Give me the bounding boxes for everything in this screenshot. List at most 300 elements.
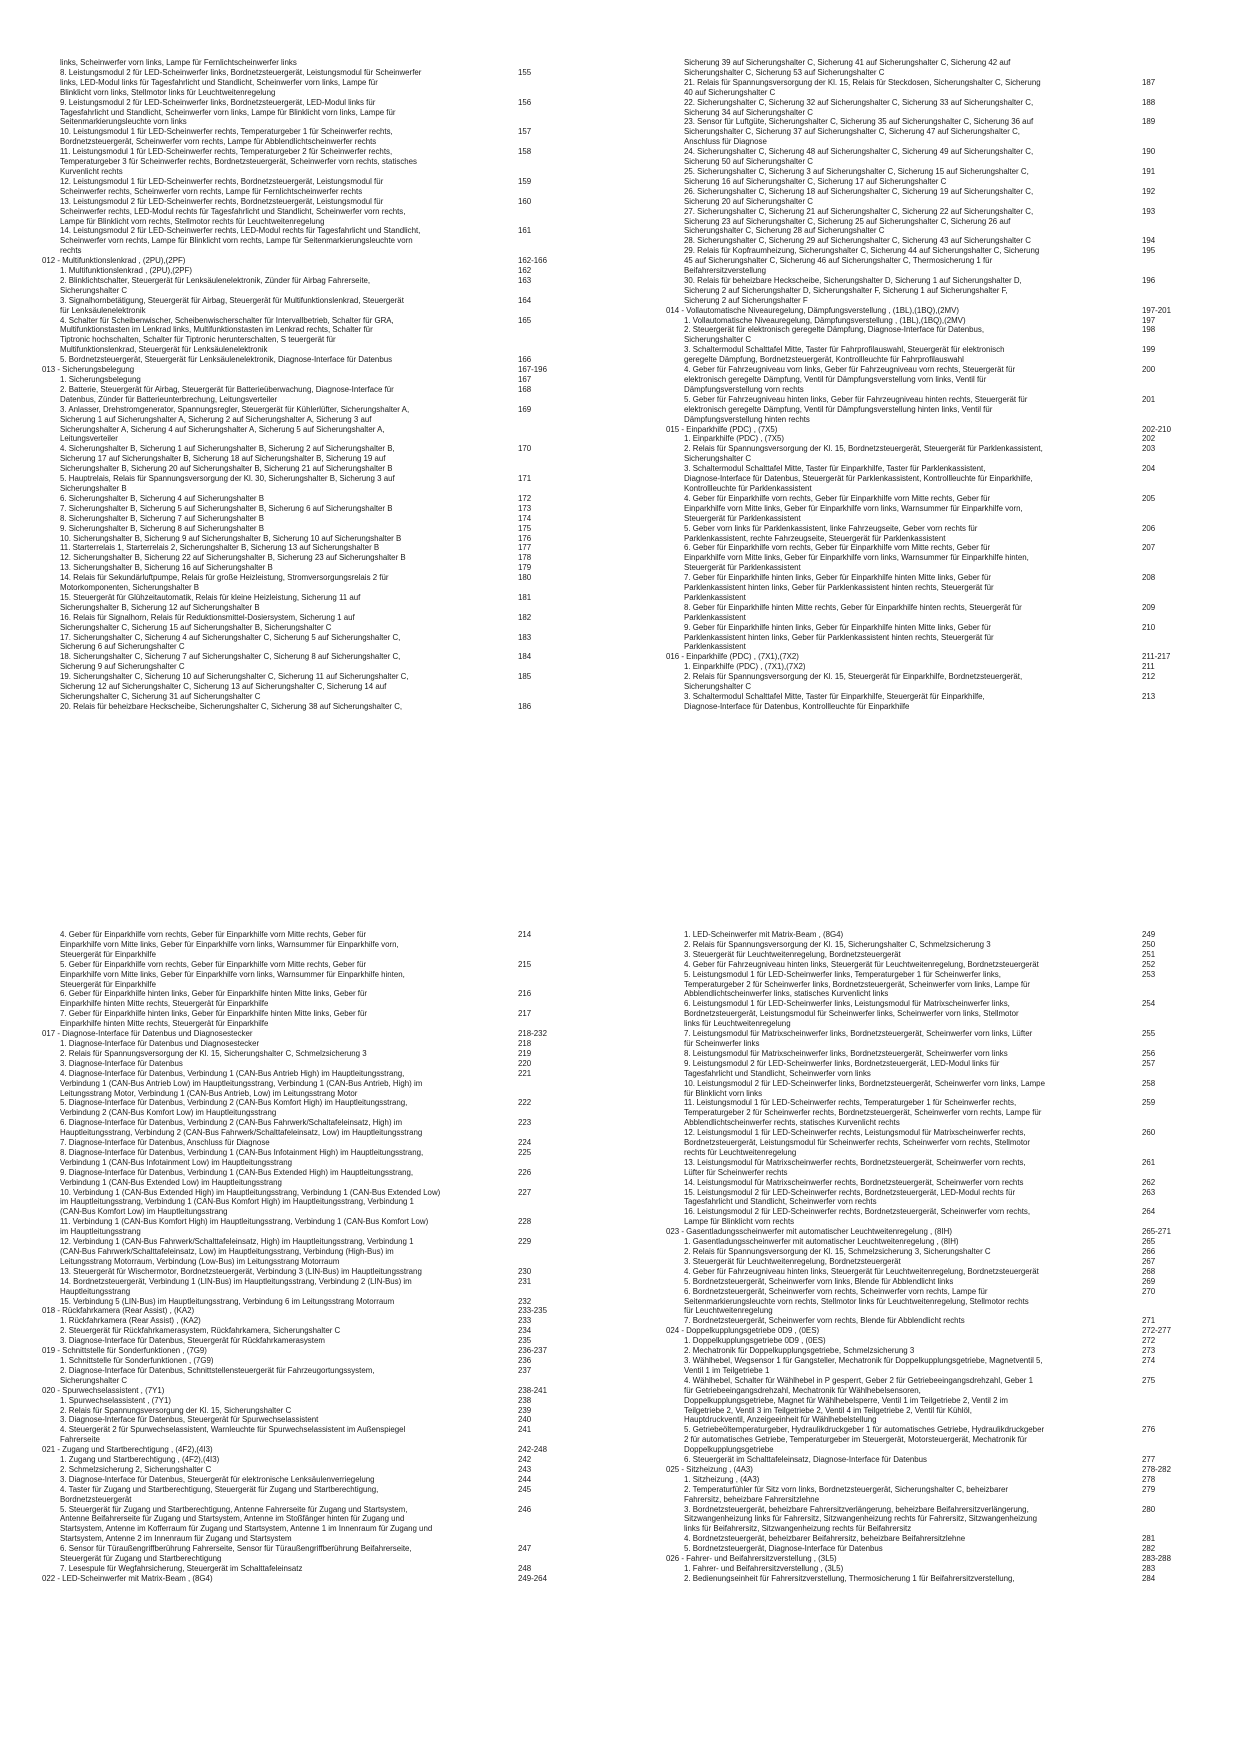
page-reference: 162-166	[518, 256, 547, 266]
page-reference: 233-235	[518, 1306, 547, 1316]
entry-text: 12. Verbindung 1 (CAN-Bus Fahrwerk/Schalttafeleinsatz, High) im Hauptleitungsstrang, Verbindung 1 (CAN-Bus Fahrwerk/Schalttafeleinsatz, Low) im Hauptleitungsstrang, Verbindung (High-Bus) im Leitungsstrang Motorraum, Verbindung (Low-Bus) im Leitungsstrang Motorraum	[60, 1237, 414, 1266]
page-reference: 209	[1142, 602, 1156, 612]
entry-text: 19. Sicherungshalter C, Sicherung 10 auf Sicherungshalter C, Sicherung 11 auf Sicherungshalter C, Sicherung 12 auf Sicherungshalter C, Sicherung 13 auf Sicherungshalter C, Sicherung 14 auf Sicherungshalter C, Sicherung 31 auf Sicherungshalter C	[60, 672, 409, 701]
entry-text: 3. Signalhornbetätigung, Steuergerät für Airbag, Steuergerät für Multifunktionslenkrad, Steuergerät für Lenksäulenelektronik	[60, 295, 404, 315]
section-heading	[42, 1385, 570, 1396]
section-heading	[42, 1573, 570, 1584]
entry-text: 3. Schaltermodul Schalttafel Mitte, Taster für Einparkhilfe, Taster für Parklenkassistent, Diagnose-Interface für Datenbus, Steuergerät für Parklenkassistent, Kontrollleuchte für Einparkhilfe, Kontrollleuchte für Parklenkassistent	[684, 464, 1033, 493]
page-reference: 221	[518, 1068, 532, 1078]
entry-text: 8. Leistungsmodul 2 für LED-Scheinwerfer links, Bordnetzsteuergerät, Leistungsmodul für Scheinwerfer links, LED-Modul links für Tagesfahrlicht und Standlicht, Scheinwerfer vorn links, Lampe für Blinklicht vorn links, Stellmotor links für Leuchtweitenregelung	[60, 67, 422, 97]
section-title: 022 - LED-Scheinwerfer mit Matrix-Beam , (8G4)	[42, 1573, 213, 1583]
entry-text: 13. Leistungsmodul 2 für LED-Scheinwerfer rechts, Bordnetzsteuergerät, Leistungsmodul für Scheinwerfer rechts, LED-Modul rechts für Tagesfahrlicht und Standlicht, Scheinwerfer vorn rechts, Lampe für Blinklicht vorn rechts, Stellmotor rechts für Leuchtweitenregelung	[60, 196, 406, 226]
page-reference: 262	[1142, 1177, 1156, 1187]
index-entry	[684, 1425, 1194, 1455]
page-reference: 189	[1142, 117, 1156, 127]
index-entry	[60, 534, 570, 544]
page-reference: 176	[518, 533, 532, 543]
entry-text: 22. Sicherungshalter C, Sicherung 32 auf Sicherungshalter C, Sicherung 33 auf Sicherungshalter C, Sicherung 34 auf Sicherungshalter C	[684, 97, 1034, 117]
entry-text: 6. Leistungsmodul 1 für LED-Scheinwerfer links, Leistungsmodul für Matrixscheinwerfer links, Bordnetzsteuergerät, Leistungsmodul für Scheinwerfer links, Scheinwerfer vorn links, Stellmotor links für Leuchtweitenregelung	[684, 999, 1019, 1029]
page-reference: 283-288	[1142, 1554, 1171, 1564]
index-entry	[60, 960, 570, 990]
page-reference: 162	[518, 266, 532, 276]
entry-text: 8. Sicherungshalter B, Sicherung 7 auf Sicherungshalter B	[60, 513, 264, 523]
entry-text: 1. Sicherungsbelegung	[60, 375, 141, 384]
page-reference: 167	[518, 375, 532, 384]
entry-text: 2. Bedienungseinheit für Fahrersitzverstellung, Thermosicherung 1 für Beifahrersitzverstellung,	[684, 1573, 1015, 1583]
page-reference: 218-232	[518, 1029, 547, 1039]
page-reference: 174	[518, 513, 532, 523]
entry-text: 8. Geber für Einparkhilfe hinten Mitte rechts, Geber für Einparkhilfe hinten rechts, Steuergerät für Parklenkassistent	[684, 602, 1022, 622]
index-entry	[684, 1098, 1194, 1128]
entry-text: 3. Diagnose-Interface für Datenbus, Steuergerät für Rückfahrkamerasystem	[60, 1336, 325, 1346]
entry-text: 6. Geber für Einparkhilfe hinten links, Geber für Einparkhilfe hinten Mitte links, Geber für Einparkhilfe hinten Mitte rechts, Steuergerät für Einparkhilfe	[60, 989, 368, 1009]
section-title: 024 - Doppelkupplungsgetriebe 0D9 , (0ES)	[666, 1326, 820, 1336]
index-entry	[60, 1475, 570, 1485]
entry-text: 7. Bordnetzsteuergerät, Scheinwerfer vorn rechts, Blende für Abblendlicht rechts	[684, 1316, 965, 1326]
page-reference: 200	[1142, 365, 1156, 375]
entry-text: 14. Leistungsmodul 2 für LED-Scheinwerfer rechts, LED-Modul rechts für Tagesfahrlicht und Standlicht, Scheinwerfer vorn rechts, Lampe für Blinklicht vorn rechts, Lampe für Seitenmarkierungsleuchte vorn rechts	[60, 226, 421, 256]
index-entry	[684, 316, 1194, 326]
entry-text: 5. Getriebeöltemperaturgeber, Hydraulikdruckgeber 1 für automatisches Getriebe, Hydraulikdruckgeber 2 für automatisches Getriebe, Temperaturgeber im Steuergerät, Motorsteuergerät, Mechatronik für Doppelkupplungsgetriebe	[684, 1425, 1045, 1455]
entry-text: 4. Bordnetzsteuergerät, beheizbarer Beifahrersitz, beheizbare Beifahrersitzlehne	[684, 1534, 966, 1544]
index-entry	[60, 593, 570, 613]
index-entry	[684, 1505, 1194, 1535]
index-entry	[60, 375, 570, 385]
page-reference: 280	[1142, 1504, 1156, 1514]
index-entry	[684, 960, 1194, 970]
index-entry	[60, 1465, 570, 1475]
page-reference: 164	[518, 295, 532, 305]
entry-text: 1. Einparkhilfe (PDC) , (7X1),(7X2)	[684, 662, 806, 672]
index-entry	[60, 1316, 570, 1326]
page-reference: 258	[1142, 1078, 1156, 1088]
index-entry	[60, 1505, 570, 1545]
index-entry	[60, 266, 570, 276]
page-reference: 185	[518, 672, 532, 682]
page-reference: 276	[1142, 1425, 1156, 1435]
page-reference: 260	[1142, 1128, 1156, 1138]
index-entry	[60, 1039, 570, 1049]
page-reference: 177	[518, 543, 532, 553]
section-title: 020 - Spurwechselassistent , (7Y1)	[42, 1385, 165, 1395]
index-entry	[60, 296, 570, 316]
page-reference: 186	[518, 701, 532, 711]
index-entry	[60, 316, 570, 356]
page-reference: 236	[518, 1355, 532, 1365]
section-title: 016 - Einparkhilfe (PDC) , (7X1),(7X2)	[666, 652, 799, 662]
entry-text: 6. Diagnose-Interface für Datenbus, Verbindung 2 (CAN-Bus Fahrwerk/Schaltafeleinsatz, High) im Hauptleitungsstrang, Verbindung 2 (CAN-Bus Fahrwerk/Schalttafeleinsatz, Low) im Hauptleitungsstrang	[60, 1118, 423, 1138]
index-entry	[60, 1098, 570, 1118]
entry-text: 8. Diagnose-Interface für Datenbus, Verbindung 1 (CAN-Bus Infotainment High) im Hauptleitungsstrang, Verbindung 1 (CAN-Bus Infotainment Low) im Hauptleitungsstrang	[60, 1147, 424, 1167]
index-entry	[684, 1544, 1194, 1554]
entry-text: 1. Sitzheizung , (4A3)	[684, 1474, 760, 1484]
page-reference: 229	[518, 1237, 532, 1247]
index-entry	[60, 1267, 570, 1277]
page-reference: 245	[518, 1484, 532, 1494]
entry-text: 3. Diagnose-Interface für Datenbus, Steuergerät für elektronische Lenksäulenverriegelung	[60, 1474, 375, 1484]
index-entry	[60, 1217, 570, 1237]
page-reference: 243	[518, 1464, 532, 1474]
section-heading	[666, 1554, 1194, 1564]
page-reference: 191	[1142, 166, 1156, 176]
section-heading	[666, 652, 1194, 662]
page-reference: 237	[518, 1365, 532, 1375]
entry-text: 4. Diagnose-Interface für Datenbus, Verbindung 1 (CAN-Bus Antrieb High) im Hauptleitungsstrang, Verbindung 1 (CAN-Bus Antrieb Low) im Hauptleitungsstrang, Verbindung 1 (CAN-Bus Antrieb, High) im Leitungsstrang Motor, Verbindung 1 (CAN-Bus Antrieb, Low) im Leitungsstrang Motor	[60, 1068, 423, 1098]
index-entry	[60, 1396, 570, 1406]
index-entry	[60, 1277, 570, 1297]
entry-text: 1. Spurwechselassistent , (7Y1)	[60, 1395, 171, 1405]
page-reference: 250	[1142, 939, 1156, 949]
entry-text: 9. Diagnose-Interface für Datenbus, Verbindung 1 (CAN-Bus Extended High) im Hauptleitungsstrang, Verbindung 1 (CAN-Bus Extended Low) im Hauptleitungsstrang	[60, 1167, 414, 1187]
index-entry	[60, 1009, 570, 1029]
entry-text: 5. Leistungsmodul 1 für LED-Scheinwerfer links, Temperaturgeber 1 für Scheinwerfer links, Temperaturgeber 2 für Scheinwerfer links, Bordnetzsteuergerät, Scheinwerfer vorn links, Lampe für Abblendlichtscheinwerfer links, statisches Kurvenlicht links	[684, 969, 1031, 999]
entry-text: 8. Leistungsmodul für Matrixscheinwerfer links, Bordnetzsteuergerät, Scheinwerfer vorn links	[684, 1048, 1008, 1058]
page-reference: 168	[518, 384, 532, 394]
page-reference: 165	[518, 315, 532, 325]
entry-text: 15. Verbindung 5 (LIN-Bus) im Hauptleitungsstrang, Verbindung 6 im Leitungsstrang Motorraum	[60, 1296, 395, 1306]
entry-text: 20. Relais für beheizbare Heckscheibe, Sicherungshalter C, Sicherung 38 auf Sicherungshalter C,	[60, 701, 403, 711]
index-entry	[60, 355, 570, 365]
page-reference: 249	[1142, 930, 1156, 939]
entry-text: 7. Geber für Einparkhilfe hinten links, Geber für Einparkhilfe hinten Mitte links, Geber für Einparkhilfe hinten Mitte rechts, Steuergerät für Einparkhilfe	[60, 1009, 368, 1029]
page-reference: 211	[1142, 662, 1155, 672]
section-title: 021 - Zugang und Startberechtigung , (4F2),(4I3)	[42, 1445, 213, 1455]
page-reference: 193	[1142, 206, 1156, 216]
entry-text: 28. Sicherungshalter C, Sicherung 29 auf Sicherungshalter C, Sicherung 43 auf Sicherungshalter C	[684, 236, 1031, 246]
page-reference: 242-248	[518, 1445, 547, 1455]
page-reference: 279	[1142, 1484, 1156, 1494]
index-entry	[60, 1564, 570, 1574]
entry-text: 12. Leistungsmodul 1 für LED-Scheinwerfer rechts, Bordnetzsteuergerät, Leistungsmodul für Scheinwerfer rechts, Scheinwerfer vorn rechts, Lampe für Fernlichtscheinwerfer rechts	[60, 176, 384, 196]
index-entry	[60, 930, 570, 960]
index-entry	[60, 613, 570, 633]
index-entry	[60, 1544, 570, 1564]
index-entry	[684, 207, 1194, 237]
page-reference: 202	[1142, 434, 1156, 444]
entry-text: 1. Schnittstelle für Sonderfunktionen , (7G9)	[60, 1355, 214, 1365]
index-entry	[684, 573, 1194, 603]
page-reference: 183	[518, 632, 532, 642]
entry-text: 3. Wählhebel, Wegsensor 1 für Gangsteller, Mechatronik für Doppelkupplungsgetriebe, Magnetventil 5, Ventil 1 im Teilgetriebe 1	[684, 1355, 1043, 1375]
section-heading	[666, 305, 1194, 316]
page-reference: 219	[518, 1048, 532, 1058]
page-reference: 263	[1142, 1187, 1156, 1197]
entry-text: 2. Relais für Spannungsversorgung der Kl. 15, Bordnetzsteuergerät, Steuergerät für Parklenkassistent, Sicherungshalter C	[684, 444, 1043, 464]
index-entry	[684, 1059, 1194, 1079]
index-entry	[60, 702, 570, 712]
index-entry	[60, 524, 570, 534]
entry-text: 5. Bordnetzsteuergerät, Diagnose-Interface für Datenbus	[684, 1544, 883, 1554]
page-reference: 171	[518, 474, 532, 484]
section-heading	[666, 424, 1194, 435]
entry-text: 15. Leistungsmodul 2 für LED-Scheinwerfer rechts, Bordnetzsteuergerät, LED-Modul rechts für Tagesfahrlicht und Standlicht, Scheinwerfer vorn rechts	[684, 1187, 1016, 1207]
index-entry	[684, 1128, 1194, 1158]
page-reference: 283	[1142, 1564, 1156, 1573]
entry-text: 25. Sicherungshalter C, Sicherung 3 auf Sicherungshalter C, Sicherung 15 auf Sicherungshalter C, Sicherung 16 auf Sicherungshalter C, Sicherung 17 auf Sicherungshalter C	[684, 166, 1029, 186]
entry-text: 5. Bordnetzsteuergerät, Scheinwerfer vorn links, Blende für Abblendlicht links	[684, 1276, 954, 1286]
entry-text: 29. Relais für Kopfraumheizung, Sicherungshalter C, Sicherung 44 auf Sicherungshalter C, Sicherung 45 auf Sicherungshalter C, Sicherung 46 auf Sicherungshalter C, Thermosicherung 1 für Beifahrersitzverstellung	[684, 246, 1040, 276]
index-entry	[684, 494, 1194, 524]
index-entry	[60, 405, 570, 445]
page-reference: 166	[518, 355, 532, 365]
entry-text: 21. Relais für Spannungsversorgung der Kl. 15, Relais für Steckdosen, Sicherungshalter C, Sicherung 40 auf Sicherungshalter C	[684, 77, 1041, 97]
entry-text: 5. Geber für Einparkhilfe vorn rechts, Geber für Einparkhilfe vorn Mitte rechts, Geber für Einparkhilfe vorn Mitte links, Geber für Einparkhilfe vorn links, Warnsummer für Einparkhilfe hinten, Steuergerät für Einparkhilfe	[60, 959, 405, 989]
index-entry	[684, 246, 1194, 276]
entry-text: 5. Geber für Fahrzeugniveau hinten links, Geber für Fahrzeugniveau hinten rechts, Steuergerät für elektronisch geregelte Dämpfung, Ventil für Dämpfungsverstellung hinten links, Ventil für Dämpfungsverstellung hinten rechts	[684, 394, 1028, 424]
page-reference: 201	[1142, 394, 1156, 404]
index-entry	[684, 1049, 1194, 1059]
entry-text: 2. Mechatronik für Doppelkupplungsgetriebe, Schmelzsicherung 3	[684, 1346, 915, 1356]
entry-text: 2. Steuergerät für Rückfahrkamerasystem, Rückfahrkamera, Sicherungshalter C	[60, 1326, 341, 1336]
index-column-bottom-left	[42, 930, 570, 1584]
index-entry	[60, 1148, 570, 1168]
page-reference: 231	[518, 1276, 532, 1286]
page-reference: 181	[518, 592, 532, 602]
entry-text: 6. Steuergerät im Schalttafeleinsatz, Diagnose-Interface für Datenbus	[684, 1455, 927, 1465]
index-entry	[60, 504, 570, 514]
index-entry	[684, 187, 1194, 207]
index-entry	[684, 1237, 1194, 1247]
page-reference: 278	[1142, 1474, 1156, 1484]
entry-text: 10. Leistungsmodul 2 für LED-Scheinwerfer links, Bordnetzsteuergerät, Scheinwerfer vorn links, Lampe für Blinklicht vorn links	[684, 1078, 1045, 1098]
index-entry	[60, 1069, 570, 1099]
page-reference: 159	[518, 176, 532, 186]
entry-text: 4. Geber für Einparkhilfe vorn rechts, Geber für Einparkhilfe vorn Mitte rechts, Geber für Einparkhilfe vorn Mitte links, Geber für Einparkhilfe vorn links, Warnsummer für Einparkhilfe vorn, Steuergerät für Einparkhilfe	[60, 930, 399, 959]
index-entry	[60, 1188, 570, 1218]
index-entry	[684, 365, 1194, 395]
entry-text: 11. Leistungsmodul 1 für LED-Scheinwerfer rechts, Temperaturgeber 1 für Scheinwerfer rechts, Temperaturgeber 2 für Scheinwerfer rechts, Bordnetzsteuergerät, Scheinwerfer vorn rechts, Lampe für Abblendlichtscheinwerfer rechts, statisches Kurvenlicht rechts	[684, 1098, 1042, 1128]
index-entry	[60, 633, 570, 653]
page-reference: 207	[1142, 543, 1156, 553]
page-reference: 225	[518, 1147, 532, 1157]
entry-text: 5. Steuergerät für Zugang und Startberechtigung, Antenne Fahrerseite für Zugang und Startsystem, Antenne Beifahrerseite für Zugang und Startsystem, Antenne im Stoßfänger hinten für Zugang und Startsystem, Antenne im Kofferraum für Zugang und Startsystem, Antenne 1 im Innenraum für Zugang und Startsystem, Antenne 2 im Innenraum für Zugang und Startsystem	[60, 1504, 433, 1544]
entry-text: 24. Sicherungshalter C, Sicherung 48 auf Sicherungshalter C, Sicherung 49 auf Sicherungshalter C, Sicherung 50 auf Sicherungshalter C	[684, 147, 1034, 167]
entry-text: 26. Sicherungshalter C, Sicherung 18 auf Sicherungshalter C, Sicherung 19 auf Sicherungshalter C, Sicherung 20 auf Sicherungshalter C	[684, 186, 1034, 206]
index-entry	[60, 1049, 570, 1059]
entry-text: 12. Sicherungshalter B, Sicherung 22 auf Sicherungshalter B, Sicherung 23 auf Sicherungshalter B	[60, 553, 406, 563]
index-entry	[684, 276, 1194, 306]
entry-text: 4. Steuergerät 2 für Spurwechselassistent, Warnleuchte für Spurwechselassistent im Außenspiegel Fahrerseite	[60, 1425, 406, 1445]
page-reference: 230	[518, 1266, 532, 1276]
section-title: 017 - Diagnose-Interface für Datenbus und Diagnosestecker	[42, 1029, 253, 1039]
index-entry	[684, 543, 1194, 573]
page-reference: 160	[518, 196, 532, 206]
page-reference: 187	[1142, 77, 1156, 87]
entry-text: 10. Sicherungshalter B, Sicherung 9 auf Sicherungshalter B, Sicherung 10 auf Sicherungshalter B	[60, 533, 402, 543]
page-reference: 167-196	[518, 365, 547, 375]
page-reference: 242	[518, 1455, 532, 1465]
index-entry	[684, 167, 1194, 187]
entry-text: 4. Geber für Fahrzeugniveau hinten links, Steuergerät für Leuchtweitenregelung, Bordnetzsteuergerät	[684, 1266, 1039, 1276]
index-entry	[60, 147, 570, 177]
index-entry	[684, 1247, 1194, 1257]
entry-text: 6. Sensor für Türaußengriffberührung Fahrerseite, Sensor für Türaußengriffberührung Beifahrerseite, Steuergerät für Zugang und Startberechtigung	[60, 1544, 412, 1564]
page-reference: 244	[518, 1474, 532, 1484]
entry-text: 5. Hauptrelais, Relais für Spannungsversorgung der Kl. 30, Sicherungshalter B, Sicherung 3 auf Sicherungshalter B	[60, 474, 395, 493]
entry-text: 16. Relais für Signalhorn, Relais für Reduktionsmittel-Dosiersystem, Sicherung 1 auf Sicherungshalter C, Sicherung 15 auf Sicherungshalter B, Sicherungshalter C	[60, 612, 355, 632]
section-title: 013 - Sicherungsbelegung	[42, 365, 135, 375]
index-entry	[60, 127, 570, 147]
index-column-bottom-right	[666, 930, 1194, 1584]
entry-text: 2. Relais für Spannungsversorgung der Kl. 15, Steuergerät für Einparkhilfe, Bordnetzsteuergerät, Sicherungshalter C	[684, 672, 1023, 692]
page-reference: 211-217	[1142, 652, 1171, 662]
index-entry	[684, 345, 1194, 365]
index-entry	[684, 940, 1194, 950]
index-entry	[684, 464, 1194, 494]
entry-text: 1. Vollautomatische Niveauregelung, Dämpfungsverstellung , (1BL),(1BQ),(2MV)	[684, 315, 966, 325]
page-reference: 264	[1142, 1207, 1156, 1217]
index-entry	[684, 58, 1194, 78]
entry-text: 14. Relais für Sekundärluftpumpe, Relais für große Heizleistung, Stromversorgungsrelais 2 für Motorkomponenten, Sicherungshalter B	[60, 573, 389, 593]
index-entry	[684, 672, 1194, 692]
index-entry	[60, 573, 570, 593]
entry-text: 1. Einparkhilfe (PDC) , (7X5)	[684, 434, 784, 444]
index-entry	[684, 444, 1194, 464]
index-entry	[684, 999, 1194, 1029]
index-entry	[684, 1356, 1194, 1376]
index-entry	[60, 1415, 570, 1425]
page-reference: 272-277	[1142, 1326, 1171, 1336]
page-reference: 227	[518, 1187, 532, 1197]
entry-text: 2. Steuergerät für elektronisch geregelte Dämpfung, Diagnose-Interface für Datenbus, Sicherungshalter C	[684, 325, 985, 345]
page-reference: 194	[1142, 236, 1156, 246]
entry-text: 1. Fahrer- und Beifahrersitzverstellung , (3L5)	[684, 1564, 844, 1573]
page-reference: 198	[1142, 325, 1156, 335]
entry-text: 11. Verbindung 1 (CAN-Bus Komfort High) im Hauptleitungsstrang, Verbindung 1 (CAN-Bus Komfort Low) im Hauptleitungsstrang	[60, 1217, 429, 1237]
page-reference: 274	[1142, 1355, 1156, 1365]
page-reference: 178	[518, 553, 532, 563]
index-entry	[684, 395, 1194, 425]
page-reference: 179	[518, 563, 532, 573]
index-entry	[684, 1257, 1194, 1267]
index-entry	[684, 1336, 1194, 1346]
index-entry	[684, 78, 1194, 98]
entry-text: 2. Relais für Spannungsversorgung der Kl. 15, Sicherungshalter C, Schmelzsicherung 3	[60, 1048, 367, 1058]
index-entry	[684, 1178, 1194, 1188]
page-reference: 240	[518, 1415, 532, 1425]
section-title: 012 - Multifunktionslenkrad , (2PU),(2PF)	[42, 256, 186, 266]
entry-text: 2. Relais für Spannungsversorgung der Kl. 15, Schmelzsicherung 3, Sicherungshalter C	[684, 1247, 991, 1256]
entry-text: 14. Leistungsmodul für Matrixscheinwerfer rechts, Bordnetzsteuergerät, Scheinwerfer vorn rechts	[684, 1177, 1024, 1187]
index-entry	[684, 623, 1194, 653]
page-reference: 214	[518, 930, 532, 939]
entry-text: 3. Anlasser, Drehstromgenerator, Spannungsregler, Steuergerät für Kühlerlüfter, Sicherungshalter A, Sicherung 1 auf Sicherungshalter A, Sicherung 2 auf Sicherungshalter A, Sicherung 3 auf Sicherungshalter A, Sicherung 4 auf Sicherungshalter A, Sicherung 5 auf Sicherungshalter A, Leitungsverteiler	[60, 404, 410, 444]
section-heading	[666, 1326, 1194, 1336]
entry-text: 18. Sicherungshalter C, Sicherung 7 auf Sicherungshalter C, Sicherung 8 auf Sicherungshalter C, Sicherung 9 auf Sicherungshalter C	[60, 652, 401, 672]
page-reference: 196	[1142, 275, 1156, 285]
index-entry	[684, 1277, 1194, 1287]
index-column-top-left	[42, 58, 570, 712]
index-entry	[60, 494, 570, 504]
index-entry	[684, 1574, 1194, 1584]
page-reference: 232	[518, 1296, 532, 1306]
entry-text: 4. Schalter für Scheibenwischer, Scheibenwischerschalter für Intervallbetrieb, Schalter für GRA, Multifunktionstasten im Lenkrad links, Multifunktionstasten im Lenkrad rechts, Schalter für Tiptronic hochschalten, Schalter für Tiptronic herunterschalten, S teuergerät für Multifunktionslenkrad, Steuergerät für Lenksäulenelektronik	[60, 315, 394, 355]
section-heading	[42, 1029, 570, 1039]
page-reference: 197-201	[1142, 305, 1171, 315]
section-heading	[42, 1306, 570, 1316]
index-entry	[60, 385, 570, 405]
page-reference: 197	[1142, 315, 1156, 325]
index-entry	[60, 543, 570, 553]
index-column-top-right	[666, 58, 1194, 712]
entry-text: 2. Relais für Spannungsversorgung der Kl. 15, Sicherungshalter C	[60, 1405, 292, 1415]
page-reference: 248	[518, 1564, 532, 1573]
index-entry	[60, 1485, 570, 1505]
index-entry	[60, 98, 570, 128]
entry-text: 10. Verbindung 1 (CAN-Bus Extended High) im Hauptleitungsstrang, Verbindung 1 (CAN-Bus Extended Low) im Hauptleitungsstrang, Verbindung 1 (CAN-Bus Komfort High) im Hauptleitungsstrang, Verbindung 1 (CAN-Bus Komfort Low) im Hauptleitungsstrang	[60, 1187, 441, 1217]
entry-text: 4. Sicherungshalter B, Sicherung 1 auf Sicherungshalter B, Sicherung 2 auf Sicherungshalter B, Sicherung 17 auf Sicherungshalter B, Sicherung 18 auf Sicherungshalter B, Sicherung 19 auf Sicherungshalter B, Sicherung 20 auf Sicherungshalter B, Sicherung 21 auf Sicherungshalter B	[60, 444, 395, 474]
page-reference: 246	[518, 1504, 532, 1514]
page-reference: 190	[1142, 147, 1156, 157]
index-entry	[60, 553, 570, 563]
index-entry	[684, 1534, 1194, 1544]
entry-text: 7. Diagnose-Interface für Datenbus, Anschluss für Diagnose	[60, 1138, 270, 1148]
entry-text: 4. Geber für Fahrzeugniveau vorn links, Geber für Fahrzeugniveau vorn rechts, Steuergerät für elektronisch geregelte Dämpfung, Ventil für Dämpfungsverstellung vorn links, Ventil für Dämpfungsverstellung vorn rechts	[684, 365, 1016, 394]
index-entry	[684, 1346, 1194, 1356]
entry-text: 6. Sicherungshalter B, Sicherung 4 auf Sicherungshalter B	[60, 493, 264, 503]
entry-text: 2. Batterie, Steuergerät für Airbag, Steuergerät für Batterieüberwachung, Diagnose-Interface für Datenbus, Zünder für Batterieunterbrechung, Leitungsverteiler	[60, 384, 394, 404]
page-reference: 157	[518, 127, 532, 137]
page-reference: 163	[518, 275, 532, 285]
page-reference: 238	[518, 1395, 532, 1405]
entry-text: 10. Leistungsmodul 1 für LED-Scheinwerfer rechts, Temperaturgeber 1 für Scheinwerfer rechts, Bordnetzsteuergerät, Scheinwerfer vorn rechts, Lampe für Abblendlichtscheinwerfer rechts	[60, 127, 393, 147]
page-reference: 265-271	[1142, 1227, 1171, 1237]
page-reference: 158	[518, 147, 532, 157]
page-reference: 220	[518, 1058, 532, 1068]
page-reference: 180	[518, 573, 532, 583]
page-reference: 226	[518, 1167, 532, 1177]
index-entry	[60, 652, 570, 672]
page-reference: 241	[518, 1425, 532, 1435]
page-reference: 235	[518, 1336, 532, 1346]
page-reference: 238-241	[518, 1385, 547, 1395]
page-reference: 206	[1142, 523, 1156, 533]
page-reference: 269	[1142, 1276, 1156, 1286]
entry-text: 1. Gasentladungsscheinwerfer mit automatischer Leuchtweitenregelung , (8IH)	[684, 1237, 959, 1247]
index-entry	[60, 226, 570, 256]
index-entry	[60, 474, 570, 494]
index-entry	[60, 1118, 570, 1138]
page-reference: 182	[518, 612, 532, 622]
page-reference: 236-237	[518, 1346, 547, 1356]
index-entry	[684, 1188, 1194, 1208]
section-title: 014 - Vollautomatische Niveauregelung, Dämpfungsverstellung , (1BL),(1BQ),(2MV)	[666, 305, 959, 315]
page-reference: 247	[518, 1544, 532, 1554]
page-reference: 275	[1142, 1375, 1156, 1385]
page-reference: 217	[518, 1009, 532, 1019]
page-reference: 222	[518, 1098, 532, 1108]
page-reference: 202-210	[1142, 424, 1171, 434]
entry-text: 5. Geber vorn links für Parklenkassistent, linke Fahrzeugseite, Geber vorn rechts für Parklenkassistent, rechte Fahrzeugseite, Steuergerät für Parklenkassistent	[684, 523, 978, 543]
entry-text: 13. Sicherungshalter B, Sicherung 16 auf Sicherungshalter B	[60, 563, 273, 573]
entry-text: 9. Leistungsmodul 2 für LED-Scheinwerfer links, Bordnetzsteuergerät, LED-Modul links für Tagesfahrlicht und Standlicht, Scheinwerfer vorn links, Lampe für Blinklicht vorn links, Lampe für Seitenmarkierungsleuchte vorn links	[60, 97, 396, 127]
page-reference: 267	[1142, 1256, 1156, 1266]
page-reference: 216	[518, 989, 532, 999]
page-reference: 210	[1142, 622, 1156, 632]
page-reference: 253	[1142, 969, 1156, 979]
index-entry	[60, 1425, 570, 1445]
entry-text: 3. Diagnose-Interface für Datenbus, Steuergerät für Spurwechselassistent	[60, 1415, 319, 1425]
page-reference: 271	[1142, 1316, 1156, 1326]
entry-text: 14. Bordnetzsteuergerät, Verbindung 1 (LIN-Bus) im Hauptleitungsstrang, Verbindung 2 (LIN-Bus) im Hauptleitungsstrang	[60, 1276, 412, 1296]
entry-text: 6. Geber für Einparkhilfe vorn rechts, Geber für Einparkhilfe vorn Mitte rechts, Geber für Einparkhilfe vorn Mitte links, Geber für Einparkhilfe vorn links, Warnsummer für Einparkhilfe hinten, Steuergerät für Parklenkassistent	[684, 543, 1029, 573]
page-reference: 257	[1142, 1058, 1156, 1068]
index-entry	[684, 1029, 1194, 1049]
section-title: 019 - Schnittstelle für Sonderfunktionen , (7G9)	[42, 1346, 207, 1356]
section-heading	[42, 365, 570, 375]
entry-text: 1. Zugang und Startberechtigung , (4F2),(4I3)	[60, 1455, 220, 1465]
entry-text: 1. LED-Scheinwerfer mit Matrix-Beam , (8G4)	[684, 930, 844, 939]
